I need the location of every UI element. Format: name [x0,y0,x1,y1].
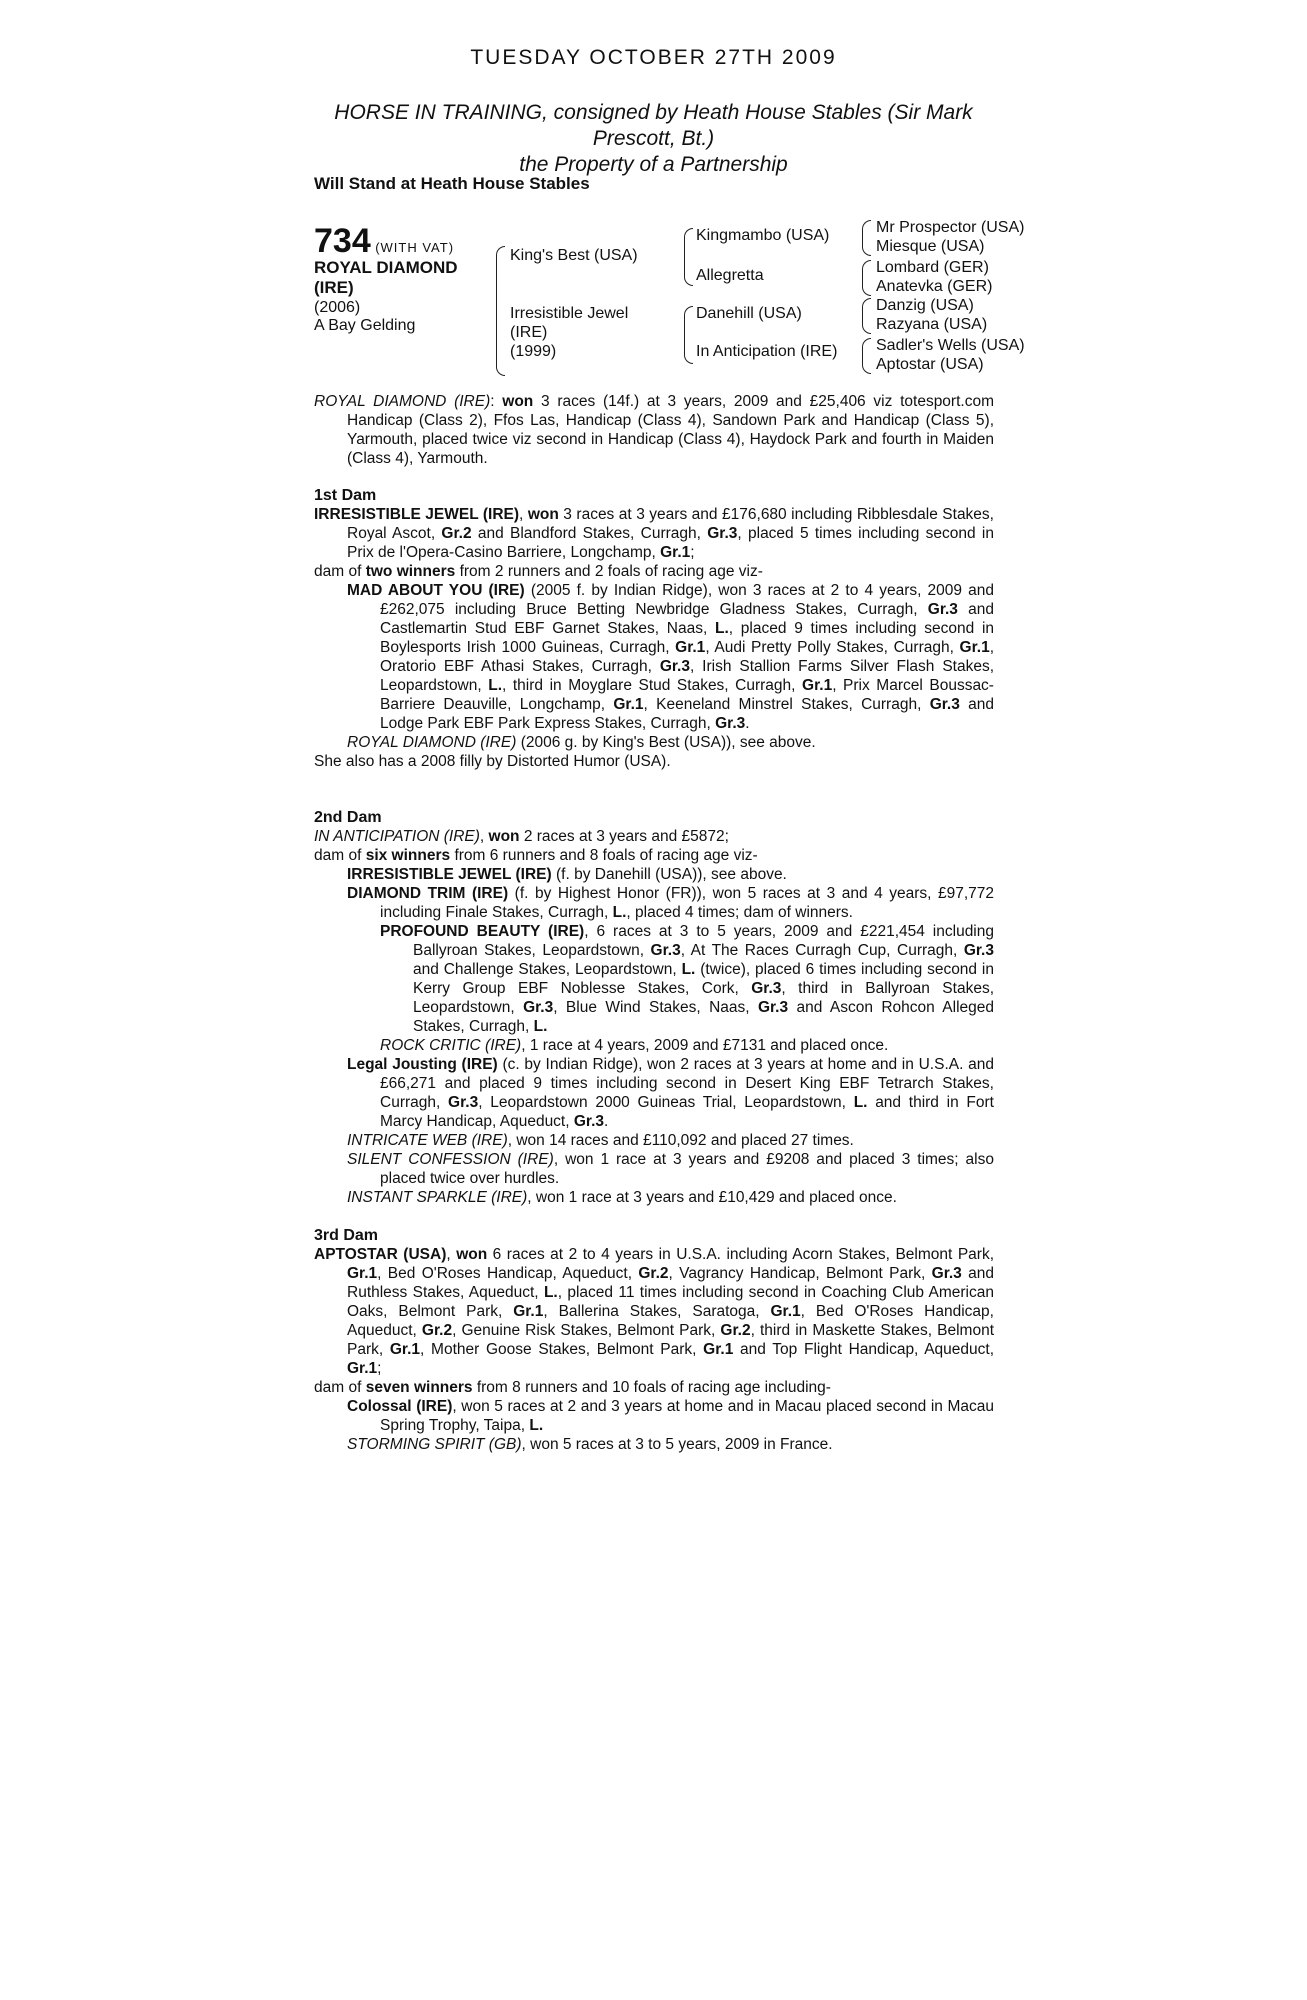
produce-entry [314,733,994,752]
summary-text: 3 races (14f.) at 3 years, 2009 and £25,406 viz totesport.com Handicap (Class 2), Ffos Las, Handicap (Class 4), Sandown Park and Handicap (Class 5), Yarmouth, placed twice viz second in Handicap (Class 4), Haydock Park and fourth in Maiden (Class 4), Yarmouth. [347,393,994,467]
summary-horse-name: ROYAL DIAMOND (IRE) [314,393,491,410]
text: , placed 4 times; dam of winners. [626,904,853,921]
sire-sire: Kingmambo (USA) [696,227,830,244]
text: 3 races at 3 years and £176,680 including Ribblesdale Stakes, Royal Ascot, [347,506,994,542]
dam-dam: In Anticipation (IRE) [696,343,838,360]
produce-entry [314,1131,994,1150]
sire-dam: Allegretta [696,267,764,284]
produce-entry [314,1055,994,1131]
produce-name: ROYAL DIAMOND (IRE) [347,734,517,751]
ds-sire: Danzig (USA) [876,297,974,314]
text: ; [690,544,695,561]
text: , won 14 races and £110,092 and placed 27 times. [507,1132,854,1149]
produce-name: PROFOUND BEAUTY (IRE) [380,923,585,940]
lot-number: 734 [314,222,371,260]
brace-sire-side [684,228,693,286]
text: , third in Ballyroan Stakes, Leopardstown, [413,980,994,1016]
text: , 1 race at 4 years, 2009 and £7131 and placed once. [521,1037,889,1054]
grade: Gr.3 [757,999,789,1016]
sale-date: TUESDAY OCTOBER 27TH 2009 [470,46,837,69]
grade: Gr.2 [421,1322,453,1339]
grade: Gr.1 [389,1341,421,1358]
vat-note: (WITH VAT) [375,240,455,255]
sire: King's Best (USA) [510,247,638,264]
text: , Genuine Risk Stakes, Belmont Park, [452,1322,721,1339]
produce-entry [314,1435,994,1454]
text: , Ballerina Stakes, Saratoga, [543,1303,771,1320]
brace-dd [862,338,871,374]
third-dam-heading: 3rd Dam [314,1227,379,1244]
ss-dam: Miesque (USA) [876,238,985,255]
dam-sire: Danehill (USA) [696,305,802,322]
text: , Blue Wind Stakes, Naas, [553,999,758,1016]
horse-description: A Bay Gelding [314,317,416,334]
text: and Ruthless Stakes, Aqueduct, [347,1265,994,1301]
grade: L. [714,620,729,637]
winners-count: six winners [365,847,451,864]
consignment-line-1: HORSE IN TRAINING, consigned by Heath House Stables (Sir Mark [334,101,973,124]
text: (f. by Highest Honor (FR)), won 5 races at 3 and 4 years, £97,772 including Finale Stakes, Curragh, [380,885,995,921]
text: (f. by Danehill (USA)), see above. [551,866,787,883]
grade: L. [853,1094,868,1111]
text: and Challenge Stakes, Leopardstown, [413,961,682,978]
grade: Gr.1 [347,1360,378,1377]
grade: L. [612,904,627,921]
grade: Gr.3 [963,942,994,959]
dam-line-3: (1999) [510,343,557,360]
winners-count: two winners [365,563,456,580]
produce-name: ROCK CRITIC (IRE) [380,1037,522,1054]
dam-line-2: (IRE) [510,324,548,341]
produce-entry [314,884,994,922]
text: , At The Races Curragh Cup, Curragh, [680,942,964,959]
text: dam of [314,563,366,580]
text: (2005 f. by Indian Ridge), won 3 races at 2 to 4 years, 2009 and £262,075 including Bruce Betting Newbridge Gladness Stakes, Curragh, [380,582,995,618]
text: , placed 9 times including second in Boylesports Irish 1000 Guineas, Curragh, [380,620,995,656]
text: dam of [314,847,366,864]
grade: Gr.3 [573,1113,605,1130]
grade: Gr.2 [720,1322,751,1339]
produce-entry [314,865,994,884]
produce-name: INTRICATE WEB (IRE) [347,1132,508,1149]
third-dam-produce-summary [314,1378,994,1397]
text: , Mother Goose Stakes, Belmont Park, [420,1341,704,1358]
grade: Gr.1 [959,639,990,656]
text: , third in Maskette Stakes, Belmont Park, [347,1322,994,1358]
grade: Gr.1 [660,544,691,561]
text: and Castlemartin Stud EBF Garnet Stakes, Naas, [380,601,994,637]
text: and Ascon Rohcon Alleged Stakes, Curragh, [413,999,994,1035]
text: , won 1 race at 3 years and £10,429 and placed once. [527,1189,897,1206]
text: , Vagrancy Handicap, Belmont Park, [668,1265,932,1282]
grade: Gr.3 [650,942,681,959]
first-dam-name: IRRESISTIBLE JEWEL (IRE) [314,506,520,523]
second-dam-produce-summary [314,846,994,865]
third-dam-name: APTOSTAR (USA) [314,1246,447,1263]
text: , Irish Stallion Farms Silver Flash Stakes, Leopardstown, [380,658,995,694]
brace-sd [862,260,871,296]
grade: L. [681,961,696,978]
grade: Gr.2 [638,1265,669,1282]
text: , won 1 race at 3 years and £9208 and placed 3 times; also placed twice over hurdles. [380,1151,994,1187]
text: (twice), placed 6 times including second in Kerry Group EBF Noblesse Stakes, Cork, [413,961,994,997]
third-dam-section [314,1226,994,1454]
first-dam-heading: 1st Dam [314,487,377,504]
second-dam-name: IN ANTICIPATION (IRE) [314,828,480,845]
grade: Gr.3 [929,696,960,713]
produce-name: STORMING SPIRIT (GB) [347,1436,522,1453]
grade: L. [529,1417,544,1434]
first-dam-record: IRRESISTIBLE JEWEL (IRE), won 3 races at 3 years and £176,680 including Ribblesdale Stakes, Royal Ascot, Gr.2 and Blandford Stakes, Curragh, Gr.3, placed 5 times including second in Prix de l'Opera-Casino Barriere, Longchamp, Gr.1; [314,506,994,561]
text: , Bed O'Roses Handicap, Aqueduct, [347,1303,994,1339]
property-line: the Property of a Partnership [519,153,788,176]
winners-count: seven winners [365,1379,473,1396]
third-dam-won: won [456,1246,488,1263]
consignment-line-2: Prescott, Bt.) [592,127,715,150]
produce-name: SILENT CONFESSION (IRE) [347,1151,554,1168]
second-dam-won: won [488,828,520,845]
brace-dam-side [684,306,693,364]
text: (2006 g. by King's Best (USA)), see above. [516,734,816,751]
text: and Blandford Stakes, Curragh, [471,525,708,542]
text: , Prix Marcel Boussac-Barriere Deauville, Longchamp, [380,677,994,713]
text: , placed 5 times including second in Prix de l'Opera-Casino Barriere, Longchamp, [347,525,994,561]
grade: Gr.3 [523,999,554,1016]
text: and Lodge Park EBF Park Express Stakes, Curragh, [380,696,995,732]
sd-sire: Lombard (GER) [876,259,989,276]
text: . [604,1113,609,1130]
grade: Gr.1 [675,639,706,656]
grade: Gr.3 [715,715,746,732]
dd-dam: Aptostar (USA) [876,356,984,373]
text: dam of [314,1379,366,1396]
ds-dam: Razyana (USA) [876,316,988,333]
consignment [320,100,987,178]
first-dam-section [314,486,994,771]
horse-year: (2006) [314,299,361,316]
horse-name [314,258,484,298]
produce-entry [314,581,994,733]
grade: Gr.3 [751,980,782,997]
produce-entry [314,1036,994,1055]
produce-name: Legal Jousting (IRE) [347,1056,498,1073]
brace-gen1 [496,246,505,376]
text: , Audi Pretty Polly Stakes, Curragh, [705,639,960,656]
produce-name: MAD ABOUT YOU (IRE) [347,582,525,599]
produce-name: DIAMOND TRIM (IRE) [347,885,509,902]
grade: Gr.3 [448,1094,479,1111]
produce-name: IRRESISTIBLE JEWEL (IRE) [347,866,552,883]
text: , Bed O'Roses Handicap, Aqueduct, [377,1265,639,1282]
produce-name: Colossal (IRE) [347,1398,453,1415]
produce-entry [314,1397,994,1435]
pedigree-table [314,218,1054,378]
grade: Gr.1 [513,1303,544,1320]
grade: Gr.3 [659,658,690,675]
text: , third in Moyglare Stud Stakes, Curragh, [502,677,803,694]
grade: Gr.1 [770,1303,801,1320]
grade: L. [533,1018,548,1035]
second-dam-record: IN ANTICIPATION (IRE), won 2 races at 3 years and £5872; [314,828,729,845]
text: 2 races at 3 years and £5872; [519,828,729,845]
text: , won 5 races at 2 and 3 years at home and in Macau placed second in Macau Spring Trophy, Taipa, [380,1398,994,1434]
grade: Gr.3 [707,525,738,542]
produce-entry [314,1150,994,1188]
grade: L. [543,1284,558,1301]
grade: Gr.1 [703,1341,734,1358]
grade: Gr.3 [931,1265,962,1282]
brace-ss [862,220,871,256]
summary-won: won [502,393,534,410]
dd-sire: Sadler's Wells (USA) [876,337,1025,354]
text: from 2 runners and 2 foals of racing age viz- [455,563,763,580]
grade: Gr.1 [613,696,644,713]
text: , placed 11 times including second in Coaching Club American Oaks, Belmont Park, [347,1284,994,1320]
horse-name-line-2: (IRE) [314,278,354,297]
horse-name-line-1: ROYAL DIAMOND [314,258,458,277]
second-dam-heading: 2nd Dam [314,809,382,826]
grade: Gr.1 [347,1265,378,1282]
stand-line: Will Stand at Heath House Stables [314,174,590,193]
text: , Keeneland Minstrel Stakes, Curragh, [643,696,930,713]
text: , Leopardstown 2000 Guineas Trial, Leopardstown, [478,1094,854,1111]
second-dam-section [314,808,994,1207]
text: and third in Fort Marcy Handicap, Aqueduct, [380,1094,994,1130]
text: , 6 races at 3 to 5 years, 2009 and £221,454 including Ballyroan Stakes, Leopardstown, [413,923,994,959]
grade: Gr.1 [802,677,833,694]
brace-ds [862,298,871,334]
sd-dam: Anatevka (GER) [876,278,993,295]
text: and Top Flight Handicap, Aqueduct, [733,1341,995,1358]
produce-entry [314,922,994,1036]
text: from 8 runners and 10 foals of racing age including- [472,1379,831,1396]
first-dam-produce-summary [314,562,994,581]
text: (c. by Indian Ridge), won 2 races at 3 years at home and in U.S.A. and £66,271 and placed 9 times including second in Desert King EBF Tetrarch Stakes, Curragh, [380,1056,994,1111]
race-summary: ROYAL DIAMOND (IRE): won 3 races (14f.) at 3 years, 2009 and £25,406 viz totesport.com Handicap (Class 2), Ffos Las, Handicap (Class 4), Sandown Park and Handicap (Class 5), Yarmouth, placed twice viz second in Handicap (Class 4), Haydock Park and fourth in Maiden (Class 4), Yarmouth. [314,393,994,467]
text: 6 races at 2 to 4 years in U.S.A. including Acorn Stakes, Belmont Park, [487,1246,994,1263]
text: , Oratorio EBF Athasi Stakes, Curragh, [380,639,995,675]
grade: L. [488,677,503,694]
text: , won 5 races at 3 to 5 years, 2009 in France. [521,1436,833,1453]
text: . [745,715,750,732]
produce-name: INSTANT SPARKLE (IRE) [347,1189,528,1206]
grade: Gr.2 [441,525,472,542]
lot-number-block [314,222,454,261]
produce-entry [314,1188,994,1207]
first-dam-won: won [527,506,559,523]
third-dam-record: APTOSTAR (USA), won 6 races at 2 to 4 years in U.S.A. including Acorn Stakes, Belmont Park, Gr.1, Bed O'Roses Handicap, Aqueduct, Gr.2, Vagrancy Handicap, Belmont Park, Gr.3 and Ruthless Stakes, Aqueduct, L., placed 11 times including second in Coaching Club American Oaks, Belmont Park, Gr.1, Ballerina Stakes, Saratoga, Gr.1, Bed O'Roses Handicap, Aqueduct, Gr.2, Genuine Risk Stakes, Belmont Park, Gr.2, third in Maskette Stakes, Belmont Park, Gr.1, Mother Goose Stakes, Belmont Park, Gr.1 and Top Flight Handicap, Aqueduct, Gr.1; [314,1246,995,1377]
text: from 6 runners and 8 foals of racing age viz- [450,847,758,864]
dam-line-1: Irresistible Jewel [510,305,629,322]
text: ; [377,1360,382,1377]
grade: Gr.3 [927,601,958,618]
ss-sire: Mr Prospector (USA) [876,219,1025,236]
also-has: She also has a 2008 filly by Distorted Humor (USA). [314,753,671,770]
